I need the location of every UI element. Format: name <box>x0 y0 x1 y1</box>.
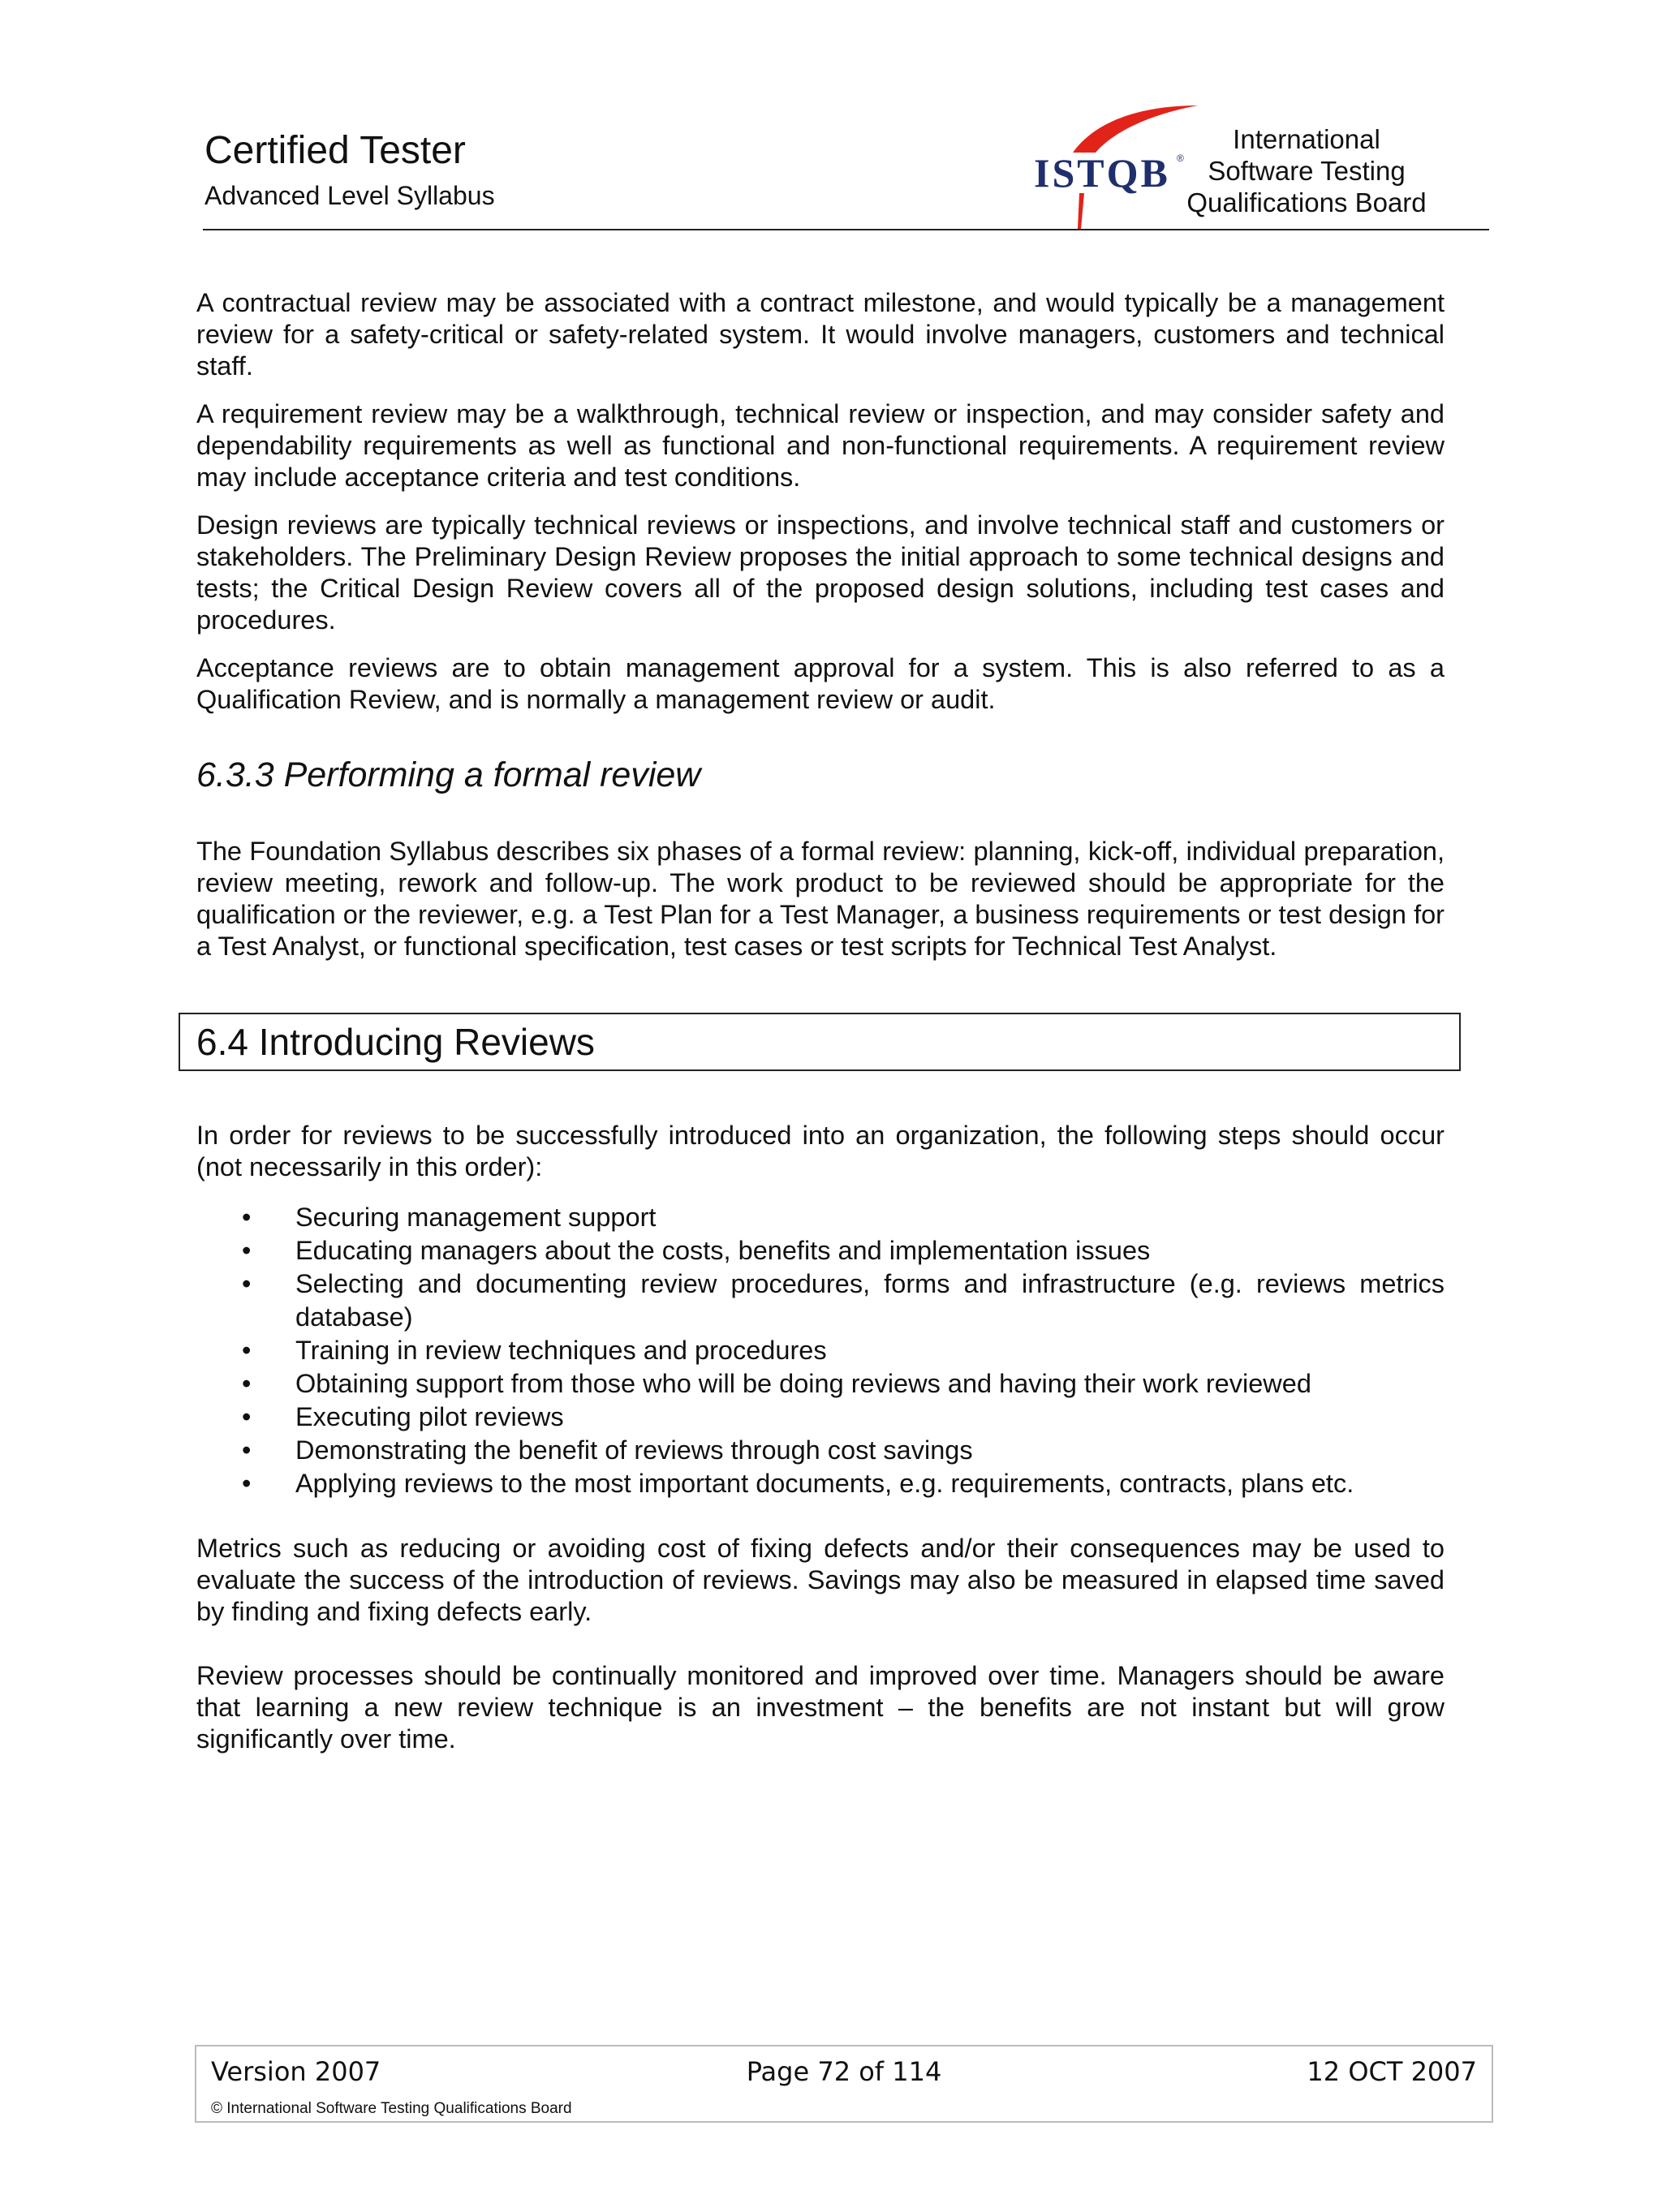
document-header <box>205 128 495 211</box>
bullet-icon: • <box>242 1435 252 1465</box>
bullet-icon: • <box>242 1469 252 1498</box>
footer-copyright: © International Software Testing Qualifications Board <box>211 2100 572 2117</box>
board-name <box>1169 123 1445 218</box>
board-line-2: Software Testing <box>1208 156 1406 186</box>
list-item-text: Demonstrating the benefit of reviews through cost savings <box>295 1435 973 1465</box>
footer-version: Version 2007 <box>211 2056 381 2087</box>
paragraph-acceptance-reviews: Acceptance reviews are to obtain management approval for a system. This is also referred to as a Qualification Review, and is normally a management review or audit. <box>196 653 1445 714</box>
header-divider <box>203 229 1489 230</box>
list-item <box>196 1467 1445 1500</box>
list-item <box>196 1434 1445 1467</box>
section-heading-6-3-3: 6.3.3 Performing a formal review <box>196 755 701 794</box>
document-title: Certified Tester <box>205 129 466 172</box>
list-item <box>196 1201 1445 1234</box>
document-body <box>196 287 1445 1755</box>
document-subtitle: Advanced Level Syllabus <box>205 181 495 211</box>
paragraph-contractual-review: A contractual review may be associated with a contract milestone, and would typically be a management review for a safety-critical or safety-related system. It would involve managers, customers and technical staff. <box>196 288 1445 381</box>
board-line-1: International <box>1233 124 1380 154</box>
list-item <box>196 1334 1445 1367</box>
list-item-text: Obtaining support from those who will be doing reviews and having their work reviewed <box>295 1369 1311 1398</box>
trademark-mark: ® <box>1177 153 1184 164</box>
bullet-icon: • <box>242 1203 252 1232</box>
list-item-text: Training in review techniques and procedures <box>295 1336 827 1365</box>
bullet-icon: • <box>242 1369 252 1398</box>
paragraph-introduction-steps: In order for reviews to be successfully introduced into an organization, the following steps should occur (not necessarily in this order): <box>196 1121 1445 1181</box>
bullet-icon: • <box>242 1236 252 1265</box>
istqb-wordmark: ISTQB <box>1034 150 1170 196</box>
list-item <box>196 1267 1445 1334</box>
list-item-text: Selecting and documenting review procedures, forms and infrastructure (e.g. reviews metrics database) <box>295 1269 1445 1332</box>
board-line-3: Qualifications Board <box>1186 187 1427 217</box>
list-item-text: Educating managers about the costs, benefits and implementation issues <box>295 1236 1151 1265</box>
paragraph-review-processes: Review processes should be continually monitored and improved over time. Managers should be aware that learning a new review technique is an investment – the benefits are not instant but will grow significantly over time. <box>196 1661 1445 1754</box>
section-heading-6-4: 6.4 Introducing Reviews <box>179 1013 1461 1071</box>
list-item <box>196 1367 1445 1401</box>
bullet-icon: • <box>242 1269 252 1298</box>
paragraph-foundation-syllabus: The Foundation Syllabus describes six phases of a formal review: planning, kick-off, individual preparation, review meeting, rework and follow-up. The work product to be reviewed should be appropriate for the qualification or the reviewer, e.g. a Test Plan for a Test Manager, a business requirements or test design for a Test Analyst, or functional specification, test cases or test scripts for Technical Test Analyst. <box>196 837 1445 961</box>
footer-page-number: Page 72 of 114 <box>746 2056 942 2087</box>
list-item-text: Securing management support <box>295 1203 657 1232</box>
bullet-icon: • <box>242 1336 252 1365</box>
list-item-text: Executing pilot reviews <box>295 1402 564 1431</box>
bullet-icon: • <box>242 1402 252 1431</box>
paragraph-metrics: Metrics such as reducing or avoiding cost of fixing defects and/or their consequences may be used to evaluate the success of the introduction of reviews. Savings may also be measured in elapsed time saved by finding and fixing defects early. <box>196 1534 1445 1626</box>
list-item <box>196 1401 1445 1434</box>
footer-date: 12 OCT 2007 <box>1307 2056 1477 2087</box>
page-footer <box>195 2045 1493 2123</box>
paragraph-requirement-review: A requirement review may be a walkthrough, technical review or inspection, and may consider safety and dependability requirements as well as functional and non-functional requirements. A requirement review may include acceptance criteria and test conditions. <box>196 399 1445 492</box>
paragraph-design-reviews: Design reviews are typically technical reviews or inspections, and involve technical staff and customers or stakeholders. The Preliminary Design Review proposes the initial approach to some technical designs and tests; the Critical Design Review covers all of the proposed design solutions, including test cases and procedures. <box>196 510 1445 635</box>
steps-list <box>196 1201 1445 1500</box>
list-item-text: Applying reviews to the most important documents, e.g. requirements, contracts, plans etc. <box>295 1469 1354 1498</box>
list-item <box>196 1234 1445 1267</box>
